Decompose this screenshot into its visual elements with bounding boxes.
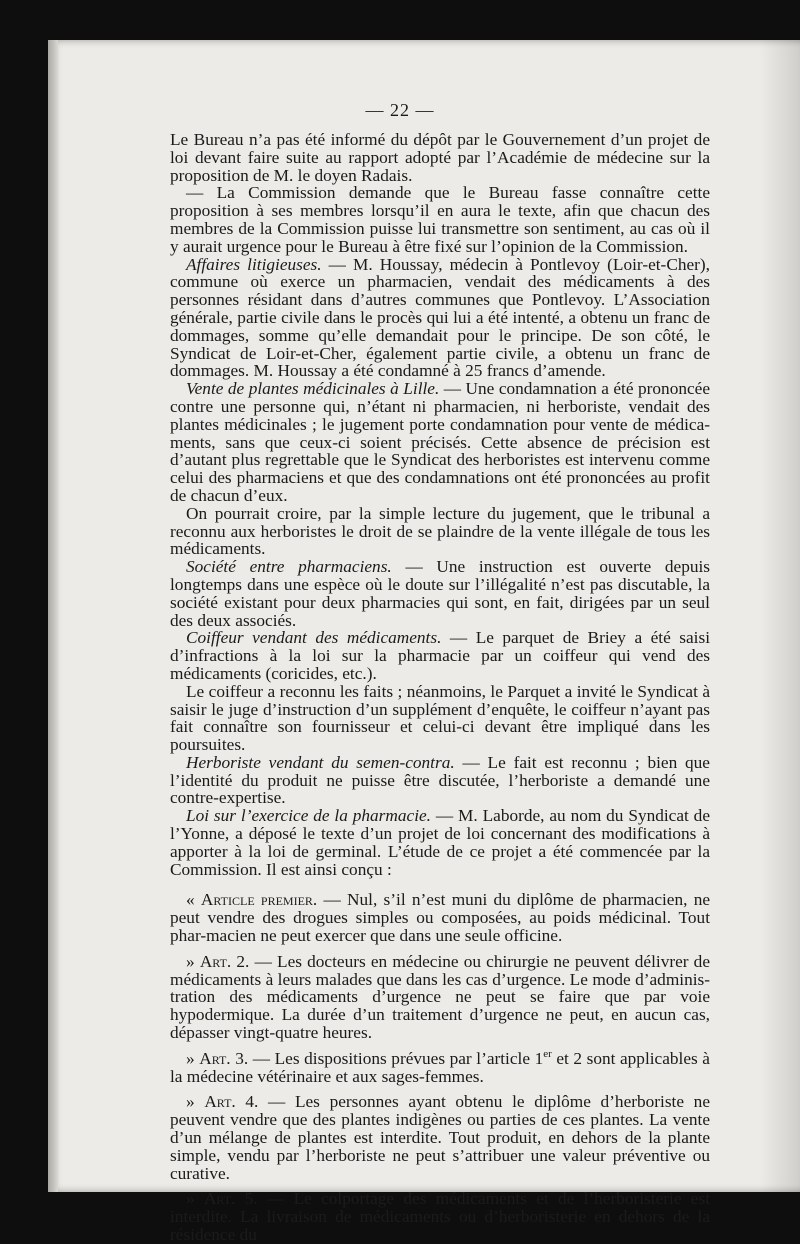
page-body [170,131,710,1244]
section-heading: Herboriste vendant du semen-contra. [186,752,455,772]
page-number: — 22 — [365,100,435,120]
section-heading: Coiffeur vendant des médicaments. [186,628,442,648]
paragraph: Loi sur l’exercice de la pharmacie. — M. Laborde, au nom du Syndicat de l’Yonne, a déposé le texte d’un projet de loi concernant des modifications à apporter à la loi de germinal. L’étude de ce projet a été commencée par la Commission. Il est ainsi conçu : [170,806,710,879]
section-heading: Vente de plantes médicinales à Lille. [186,379,440,399]
page-right-shadow [760,40,800,1192]
page-left-edge [48,40,58,1192]
article-label: Art. 5. [203,1189,258,1209]
article-label: Art. 2. [199,951,250,971]
paragraph: Le Bureau n’a pas été informé du dépôt par le Gouvernement d’un projet de loi devant faire suite au rapport adopté par l’Académie de médecine sur la proposition de M. le doyen Radais. [170,130,710,185]
article-paragraph: « Article premier. — Nul, s’il n’est muni du diplôme de pharmacien, ne peut vendre des drogues simples ou composées, au poids médicinal. Tout phar-macien ne peut exercer que dans une seule officine. [170,890,710,946]
paragraph: Le coiffeur a reconnu les faits ; néanmoins, le Parquet a invité le Syndicat à saisir le juge d’instruction d’un supplément d’enquête, le coiffeur n’ayant pas fait connaître son fournisseur et celui-ci devant être impliqué dans les poursuites. [170,681,710,755]
article-paragraph: » Art. 4. — Les personnes ayant obtenu le diplôme d’herboriste ne peuvent vendre que des plantes indigènes ou parties de ces plantes. La vente d’un mélange de plantes est interdite. Tout produit, en dehors de la plante simple, vendu par l’herboriste ne peut s’attribuer une valeur préventive ou curative. [170,1092,710,1183]
paragraph: On pourrait croire, par la simple lecture du jugement, que le tribunal a reconnu aux herboristes le droit de se plaindre de la vente illégale de tous les médicaments. [170,503,710,559]
paragraph: — La Commission demande que le Bureau fasse connaître cette proposition à ses membres lorsqu’il en aura le texte, afin que chacun des membres de la Commission puisse lui transmettre son sentiment, au cas où il y aurait urgence pour le Bureau à être fixé sur l’opinion de la Commission. [170,183,710,256]
paragraph: Affaires litigieuses. — M. Houssay, médecin à Pontlevoy (Loir-et-Cher), commune où exerce un pharmacien, vendait des médicaments à des personnes résidant dans d’autres communes que Pontlevoy. L’Association générale, partie civile dans le procès qui lui a été intenté, a obtenu un franc de dommages, somme qu’elle demandait pour le principe. De son côté, le Syndicat de Loir-et-Cher, également partie civile, a obtenu un franc de dommages. M. Houssay a été condamné à 25 francs d’amende. [170,254,710,381]
article-paragraph: » Art. 5. — Le colportage des médicaments et de l’herboristerie est interdite. La livraison de médicaments ou d’herboristerie en dehors de la résidence du [170,1189,710,1244]
section-heading: Affaires litigieuses. [186,254,322,274]
article-label: Art. 3. [199,1048,249,1068]
paragraph: Coiffeur vendant des médicaments. — Le parquet de Briey a été saisi d’infractions à la loi sur la pharmacie par un coiffeur qui vend des médicaments (coricides, etc.). [170,628,710,683]
article-label: Art. 4. [204,1092,259,1112]
section-heading: Loi sur l’exercice de la pharmacie. [186,806,431,826]
section-heading: Société entre pharmaciens. [186,557,392,577]
paragraph: Société entre pharmaciens. — Une instruction est ouverte depuis longtemps dans une espèce où le doute sur l’illégalité n’est pas discutable, la société existant pour deux pharmacies qui sont, en fait, dirigées par un seul des deux associés. [170,557,711,630]
paragraph: Herboriste vendant du semen-contra. — Le fait est reconnu ; bien que l’identité du produit ne puisse être discutée, l’herboriste a demandé une contre-expertise. [170,752,710,808]
paragraph: Vente de plantes médicinales à Lille. — Une condamnation a été prononcée contre une personne qui, n’étant ni pharmacien, ni herboriste, vendait des plantes médicinales ; le jugement porte condamnation pour vente de médica-ments, sans que ceux-ci soient précisés. Cette absence de précision est d’autant plus regrettable que le Syndicat des herboristes est intervenu comme celui des pharmaciens et que des condamnations ont été prononcées au profit de chacun d’eux. [170,379,710,505]
article-paragraph: » Art. 2. — Les docteurs en médecine ou chirurgie ne peuvent délivrer de médicaments à leurs malades que dans les cas d’urgence. Le mode d’adminis-tration des médicaments d’urgence ne peut se faire que par voie hypodermique. La durée d’un traitement d’urgence ne peut, en aucun cas, dépasser vingt-quatre heures. [170,951,710,1043]
article-paragraph: » Art. 3. — Les dispositions prévues par l’article 1er et 2 sont applicables à la médecine vétérinaire et aux sages-femmes. [170,1048,710,1086]
article-label: Article premier. [200,890,318,910]
